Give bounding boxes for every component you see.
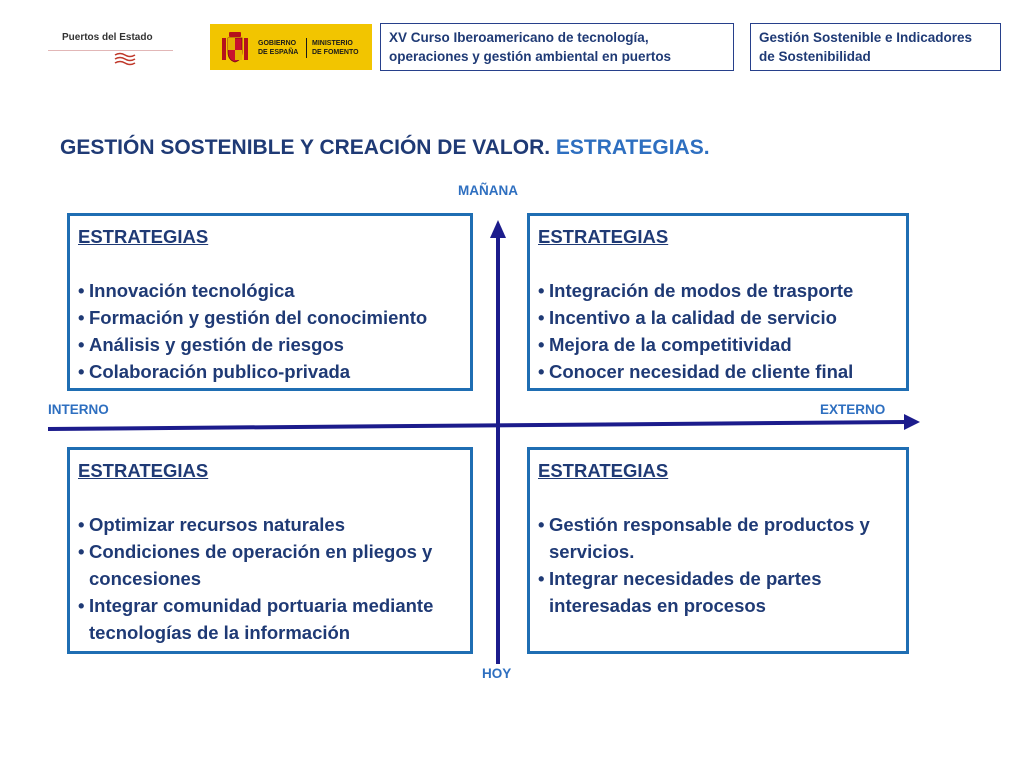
list-item: • Optimizar recursos naturales [78,511,462,538]
quadrant-bottom-right [527,447,909,654]
strategy-list [538,511,898,619]
strategy-list [78,511,462,646]
quadrant-heading: ESTRATEGIAS [538,460,669,481]
strategy-list [538,277,898,385]
list-item: • Análisis y gestión de riesgos [78,331,462,358]
quadrant-heading: ESTRATEGIAS [538,226,669,247]
axis-label-left: INTERNO [48,402,109,417]
list-item: • Condiciones de operación en pliegos y concesiones [78,538,462,592]
topic-line-2: de Sostenibilidad [759,49,871,64]
list-item: • Incentivo a la calidad de servicio [538,304,898,331]
quadrant-bottom-left [67,447,473,654]
list-item: • Integrar comunidad portuaria mediante tecnologías de la información [78,592,462,646]
gobierno-line-1: GOBIERNO [258,40,297,47]
logo-text: Puertos del Estado [62,32,153,43]
course-line-2: operaciones y gestión ambiental en puertos [389,49,672,64]
quadrant-heading: ESTRATEGIAS [78,460,209,481]
quadrant-top-right [527,213,909,391]
course-line-1: XV Curso Iberoamericano de tecnología, [389,30,649,45]
axis-label-bottom: HOY [482,666,512,681]
ministerio-line-1: MINISTERIO [312,40,353,47]
list-item: • Gestión responsable de productos y servicios. [538,511,898,565]
quadrant-top-left [67,213,473,391]
list-item: • Conocer necesidad de cliente final [538,358,898,385]
list-item: • Mejora de la competitividad [538,331,898,358]
list-item: • Innovación tecnológica [78,277,462,304]
topic-line-1: Gestión Sostenible e Indicadores [759,30,973,45]
ministerio-line-2: DE FOMENTO [312,49,359,56]
list-item: • Colaboración publico-privada [78,358,462,385]
list-item: • Integrar necesidades de partes interesadas en procesos [538,565,898,619]
vertical-axis-arrowhead [490,220,506,238]
axis-label-top: MAÑANA [458,183,518,198]
horizontal-axis-line [48,422,906,429]
gobierno-line-2: DE ESPAÑA [258,49,299,56]
quadrant-heading: ESTRATEGIAS [78,226,209,247]
strategy-list [78,277,462,385]
title-main: GESTIÓN SOSTENIBLE Y CREACIÓN DE VALOR. [60,136,551,159]
horizontal-axis-arrowhead [904,414,920,430]
title-accent: ESTRATEGIAS. [555,136,710,159]
list-item: • Integración de modos de trasporte [538,277,898,304]
axis-label-right: EXTERNO [820,402,886,417]
list-item: • Formación y gestión del conocimiento [78,304,462,331]
